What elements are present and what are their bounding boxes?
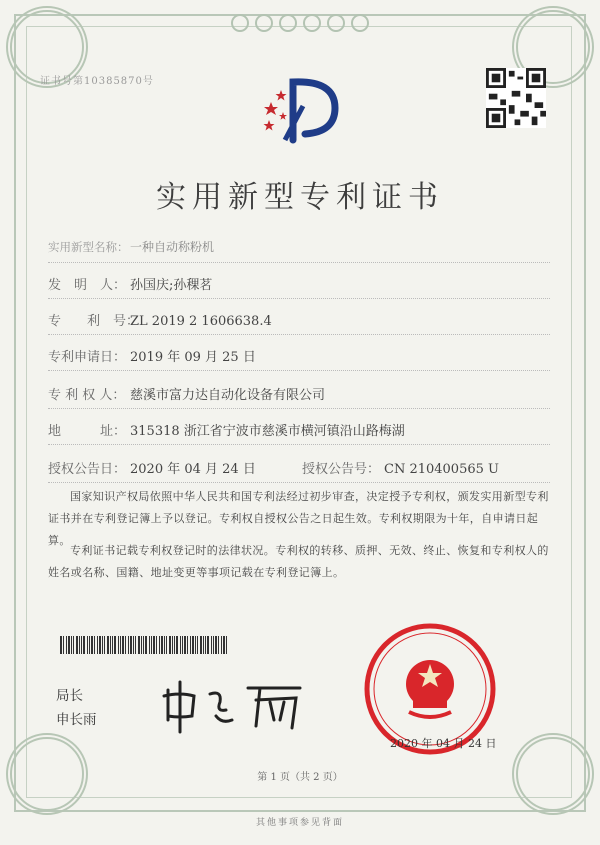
divider (48, 298, 550, 299)
divider (48, 444, 550, 445)
field-label: 实用新型名称： (48, 240, 129, 254)
field-label: 地 址： (48, 424, 127, 439)
certificate-number: 证书号第10385870号 (40, 76, 154, 87)
field-label: 专利申请日： (48, 350, 127, 365)
barcode (60, 636, 230, 654)
field-value: 慈溪市富力达自动化设备有限公司 (130, 388, 326, 403)
director-name: 申长雨 (56, 712, 97, 728)
patent-office-logo (255, 62, 345, 152)
field-label: 授权公告日： (48, 462, 127, 477)
field-application-date (48, 346, 256, 365)
field-utility-model-name (48, 238, 214, 255)
legal-paragraph-1: 国家知识产权局依照中华人民共和国专利法经过初步审查，决定授予专利权，颁发实用新型专利证书并在专利登记簿上予以登记。专利权自授权公告之日起生效。专利权期限为十年，自申请日起算。 (48, 490, 549, 547)
field-value: ZL 2019 2 1606638.4 (130, 314, 272, 329)
field-value: 一种自动称粉机 (130, 240, 215, 254)
field-grant-date (48, 458, 256, 477)
field-patent-number (48, 310, 272, 329)
field-value: 孙国庆;孙稞茗 (130, 278, 213, 293)
divider (48, 370, 550, 371)
divider (48, 334, 550, 335)
qr-code (486, 68, 546, 128)
bottom-note: 其他事项参见背面 (255, 818, 344, 828)
divider (48, 482, 550, 483)
director-title: 局长 (56, 688, 83, 704)
field-value: 2019 年 09 月 25 日 (130, 350, 256, 365)
field-value: 315318 浙江省宁波市慈溪市横河镇沿山路梅湖 (130, 424, 405, 439)
field-grant-number (302, 458, 499, 477)
field-label: 授权公告号： (302, 462, 381, 477)
divider (48, 262, 550, 263)
field-inventor (48, 274, 212, 293)
seal-date: 2020 年 04 月 24 日 (390, 737, 497, 750)
top-ornament (220, 14, 380, 32)
director-signature (160, 676, 310, 736)
legal-paragraph-2: 专利证书记载专利权登记时的法律状况。专利权的转移、质押、无效、终止、恢复和专利权人的姓名或名称、国籍、地址变更等事项记载在专利登记簿上。 (48, 544, 549, 579)
field-address (48, 420, 405, 439)
field-label: 发 明 人： (48, 278, 127, 293)
field-patentee (48, 384, 325, 403)
page-number: 第 1 页（共 2 页） (257, 772, 343, 783)
certificate-title: 实用新型专利证书 (156, 180, 444, 215)
field-value: 2020 年 04 月 24 日 (130, 462, 256, 477)
field-value: CN 210400565 U (384, 462, 499, 477)
field-label: 专 利 号： (48, 314, 140, 329)
divider (48, 408, 550, 409)
field-label: 专 利 权 人： (48, 388, 126, 403)
